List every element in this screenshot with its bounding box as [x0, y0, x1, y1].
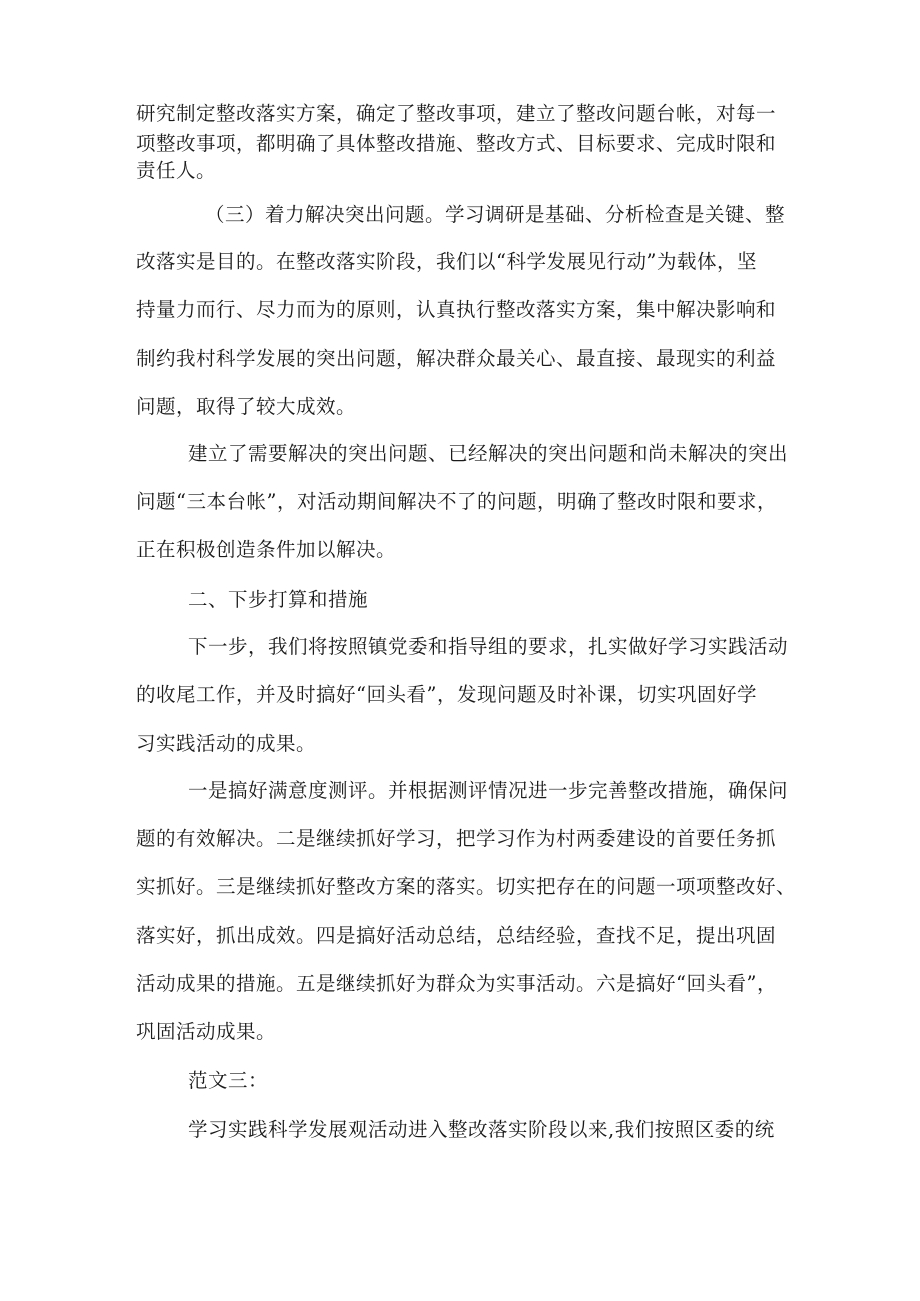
text-line: 的收尾工作，并及时搞好“回头看”，发现问题及时补课，切实巩固好学 — [136, 683, 757, 706]
text-line: 建立了需要解决的突出问题、已经解决的突出问题和尚未解决的突出 — [188, 442, 789, 465]
section-heading: 二、下步打算和措施 — [188, 588, 369, 611]
text-line: 题的有效解决。二是继续抓好学习，把学习作为村两委建设的首要任务抓 — [136, 827, 777, 850]
section-heading: （三）着力解决突出问题。学习调研是基础、分析检查是关键、整 — [205, 203, 786, 226]
text-line: 责任人。 — [136, 159, 217, 182]
text-line: 改落实是目的。在整改落实阶段，我们以“科学发展见行动”为载体，坚 — [136, 250, 757, 273]
text-line: 习实践活动的成果。 — [136, 732, 317, 755]
text-line: 持量力而行、尽力而为的原则，认真执行整改落实方案，集中解决影响和 — [136, 298, 777, 321]
text-line: 下一步，我们将按照镇党委和指导组的要求，扎实做好学习实践活动 — [188, 635, 789, 658]
text-line: 学习实践科学发展观活动进入整改落实阶段以来,我们按照区委的统 — [188, 1118, 775, 1141]
text-line: 制约我村科学发展的突出问题，解决群众最关心、最直接、最现实的利益 — [136, 347, 777, 370]
text-line: 巩固活动成果。 — [136, 1020, 277, 1043]
text-line: 问题“三本台帐”，对活动期间解决不了的问题，明确了整改时限和要求， — [136, 490, 777, 513]
section-heading: 范文三： — [188, 1069, 269, 1092]
text-line: 研究制定整改落实方案，确定了整改事项，建立了整改问题台帐，对每一 — [136, 102, 777, 125]
text-line: 正在积极创造条件加以解决。 — [136, 538, 397, 561]
text-line: 一是搞好满意度测评。并根据测评情况进一步完善整改措施，确保问 — [188, 779, 789, 802]
text-line: 活动成果的措施。五是继续抓好为群众为实事活动。六是搞好“回头看”， — [136, 972, 777, 995]
text-line: 落实好，抓出成效。四是搞好活动总结，总结经验，查找不足，提出巩固 — [136, 924, 777, 947]
text-line: 实抓好。三是继续抓好整改方案的落实。切实把存在的问题一项项整改好、 — [136, 875, 797, 898]
text-line: 问题，取得了较大成效。 — [136, 395, 357, 418]
text-line: 项整改事项，都明确了具体整改措施、整改方式、目标要求、完成时限和 — [136, 132, 777, 155]
